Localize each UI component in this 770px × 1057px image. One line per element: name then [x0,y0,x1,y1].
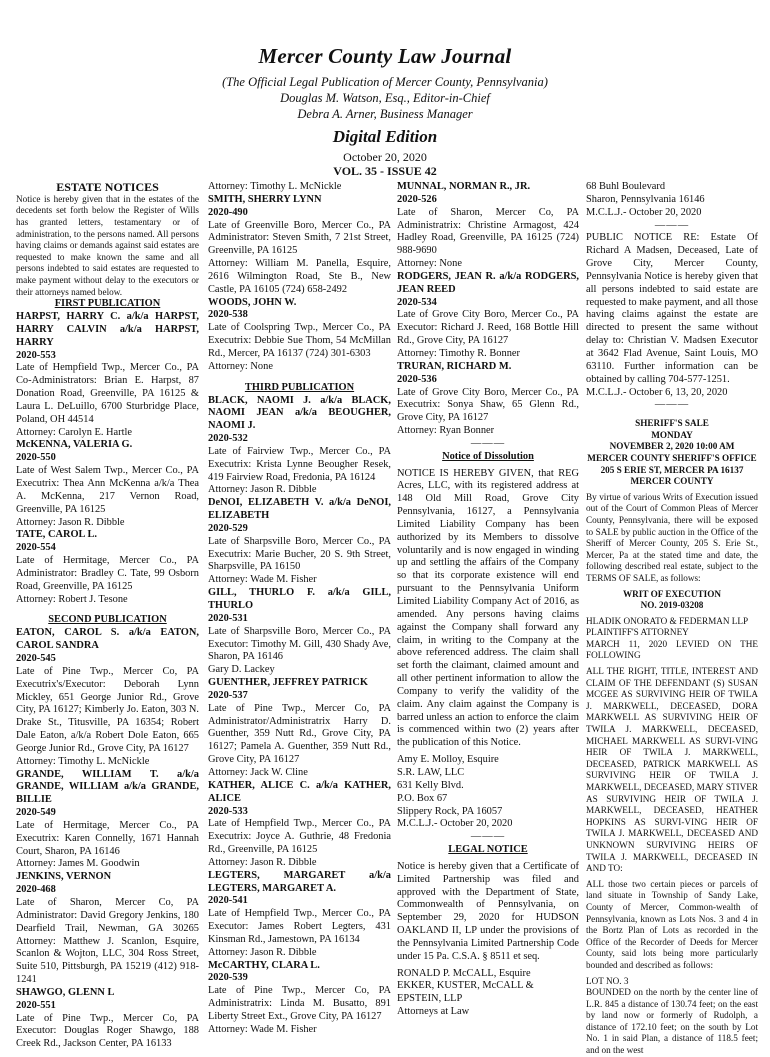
estate-attorney: Attorney: Jason R. Dibble [208,856,317,868]
signature-line: S.R. LAW, LLC [397,766,465,778]
publication-date: M.C.L.J.- October 6, 13, 20, 2020 [586,386,728,398]
estate-number: 2020-537 [208,689,248,701]
journal-title: Mercer County Law Journal [258,44,512,68]
editor-line: Douglas M. Watson, Esq., Editor-in-Chief [280,91,490,105]
separator: ——— [470,831,506,843]
estate-name: KATHER, ALICE C. a/k/a KATHER, ALICE [208,779,391,804]
estate-name: SMITH, SHERRY LYNN [208,193,322,205]
estate-intro: Notice is hereby given that in the estates of the decedents set forth below the Register of Wills has granted letters, testamentary or of administration, to the persons named. All persons having claims or demands against said estates are requested to make known the same and all persons indebted to said estates are requested to make payment without delay to the executors or their attorneys named below. [16,193,199,297]
estate-number: 2020-533 [208,805,248,817]
estate-attorney: Gary D. Lackey [208,664,275,676]
third-publication-heading: THIRD PUBLICATION [244,381,355,393]
estate-body: Late of Hermitage, Mercer Co., PA Executrix: Karen Connelly, 1671 Hannah Court, Sharon, PA 16146 [16,819,199,857]
estate-name: HARPST, HARRY C. a/k/a HARPST, HARRY CALVIN a/k/a HARPST, HARRY [16,311,199,348]
signature-line: P.O. Box 67 [397,792,448,804]
estate-number: 2020-549 [16,807,56,819]
estate-body: Late of Pine Twp., Mercer Co, PA Administratrix: Linda M. Busatto, 891 Liberty Street Ext., Grove City, PA 16127 [208,985,391,1022]
estate-name: LEGTERS, MARGARET a/k/a LEGTERS, MARGARET A. [208,869,391,894]
writ-heading: WRIT OF EXECUTION [622,588,722,599]
writ-firm-role: PLAINTIFF'S ATTORNEY [586,627,689,638]
signature-line: Attorneys at Law [397,1006,470,1018]
estate-body: Late of Hempfield Twp., Mercer Co., PA Co-Administrators: Brian E. Harpst, 87 Donation Road, Greenville, PA 16125 & Laura L. DeLuillo, 6700 Sturbridge Place, Poland, OH 44514 [16,362,199,425]
estate-name: DeNOI, ELIZABETH V. a/k/a DeNOI, ELIZABETH [208,497,391,522]
estate-attorney: Attorney: Robert J. Tesone [16,593,128,605]
journal-subtitle: (The Official Legal Publication of Mercer County, Pennsylvania) [222,75,548,89]
estate-attorney: Attorney: Timothy L. McNickle [16,755,150,767]
separator: ——— [470,437,506,449]
estate-body: Late of Grove City Boro, Mercer Co., PA Executor: Richard J. Reed, 168 Bottle Hill Rd., Grove City, PA 16127 [397,309,579,347]
estate-name: GUENTHER, JEFFREY PATRICK [208,677,369,689]
sheriff-sale-county: MERCER COUNTY [630,476,714,487]
address-line: Sharon, Pennsylvania 16146 [586,193,705,205]
sheriff-sale-address: 205 S ERIE ST, MERCER PA 16137 [600,464,744,475]
lot-label: LOT NO. 3 [586,975,629,986]
estate-attorney: Attorney: Jason R. Dibble [16,516,125,528]
estate-name: GRANDE, WILLIAM T. a/k/a GRANDE, WILLIAM a/k/a GRANDE, BILLIE [16,768,199,806]
estate-number: 2020-541 [208,895,248,907]
estate-number: 2020-553 [16,349,56,361]
column-3 [397,181,579,1019]
estate-attorney: Attorney: William M. Panella, Esquire, 2616 Wilmington Road, Ste B., New Castle, PA 16105 (724) 658-2492 [208,258,391,295]
estate-name: TATE, CAROL L. [16,529,98,541]
estate-attorney: Attorney: Jason R. Dibble [208,484,317,496]
estate-name: MUNNAL, NORMAN R., JR. [397,181,531,192]
masthead [0,44,770,178]
dissolution-body: NOTICE IS HEREBY GIVEN, that REG Acres, LLC, with its registered address at 148 Old Mill Road, Grove City Pennsylvania, 16127, a Pennsylvania Limited Liability Company has been authorized by its Members to dissolve voluntarily and is now engaged in winding up and settling the affairs of the Company so that its corporate existence will end pursuant to the Pennsylvania Uniform Limited Liability Company Act of 2016, as amended. Any persons having claims against the Company shall forward any claim, in writing to the Company at the above referenced address. The claim shall set forth the claimant, claimed amount and all other pertinent information to allow the Company to verify the validity of the claim. Any claim against the Company is barred unless an action to enforce the claim is commenced within two (2) years after the publication of this Notice. [397,467,579,749]
estate-name: EATON, CAROL S. a/k/a EATON, CAROL SANDRA [16,627,199,652]
manager-line: Debra A. Arner, Business Manager [297,107,473,121]
estate-number: 2020-490 [208,206,248,218]
estate-number: 2020-545 [16,652,56,664]
estate-attorney: Attorney: Wade M. Fisher [208,574,317,586]
writ-number: NO. 2019-03208 [640,600,704,611]
sheriff-sale-heading: SHERIFF'S SALE [635,418,709,429]
estate-number: 2020-554 [16,542,56,554]
estate-attorney: Attorney: Timothy R. Bonner [397,347,520,359]
estate-name: WOODS, JOHN W. [208,296,297,308]
estate-attorney: Attorney: Carolyn E. Hartle [16,426,132,438]
parcel-body: ALL those two certain pieces or parcels of land situate in Township of Sandy Lake, County of Mercer, Common-wealth of Pennsylvania, known as Lots Nos. 3 and 4 in the Bortz Plan of Lots as recorded in the Office of the Recorder of Deeds for Mercer County, said lots being more particularly bounded and described as follows: [586,878,758,970]
estate-attorney: Attorney: None [397,258,462,270]
estate-name: JENKINS, VERNON [16,871,112,883]
estate-number: 2020-468 [16,884,56,896]
legal-notice-body: Notice is hereby given that a Certificate of Limited Partnership was filed and approved with the Department of State, Commonwealth of Pennsylvania, on September 29, 2020 for HUDSON OAKLAND II, LP under the provisions of the Pennsylvania Limited Partnership Code under 15 Pa. C.S.A. § 8511 et seq. [397,860,579,962]
estate-name: McKENNA, VALERIA G. [16,439,133,451]
estate-attorney: Attorney: James M. Goodwin [16,858,140,870]
signature-line: EKKER, KUSTER, McCALL & [397,980,534,992]
issue-volume: VOL. 35 - ISSUE 42 [333,164,437,178]
estate-number: 2020-531 [208,612,248,624]
estate-body: Late of Fairview Twp., Mercer Co., PA Executrix: Krista Lynne Beougher Resek, 419 Fairview Road, Fredonia, PA 16124 [208,445,391,483]
dissolution-heading: Notice of Dissolution [442,450,534,462]
publication-date: M.C.L.J.- October 20, 2020 [586,206,702,218]
issue-date: October 20, 2020 [343,150,427,164]
estate-notices-heading: ESTATE NOTICES [56,180,159,194]
signature-line: Slippery Rock, PA 16057 [397,805,503,817]
estate-attorney: Attorney: Timothy L. McNickle [208,181,342,192]
sheriff-sale-day: MONDAY [651,429,693,440]
estate-number: 2020-536 [397,373,437,385]
signature-line: M.C.L.J.- October 20, 2020 [397,818,513,830]
estate-name: BLACK, NAOMI J. a/k/a BLACK, NAOMI JEAN a/k/a BEOUGHER, NAOMI J. [208,394,391,432]
estate-number: 2020-539 [208,972,248,984]
column-2 [208,181,391,1035]
estate-body: Late of Sharon, Mercer Co, PA Administratrix: Christine Armagost, 424 Hadley Road, Greenville, PA 16125 (724) 988-9690 [397,206,579,257]
sheriff-sale-date: NOVEMBER 2, 2020 10:00 AM [609,441,735,452]
estate-name: GILL, THURLO F. a/k/a GILL, THURLO [208,587,391,611]
estate-body: Late of Hempfield Twp., Mercer Co., PA Executrix: Joyce A. Guthrie, 48 Fredonia Rd., Greenville, PA 16125 [208,818,391,856]
lot-body: BOUNDED on the north by the center line of L.R. 845 a distance of 130.74 feet; on the east by land now or formerly of Rudolph, a distance of 172.10 feet; on the south by Lot No. 1 in said Plan, a distance of 118.5 feet; and on the west [586,987,758,1056]
estate-attorney: Attorney: Jack W. Cline [208,766,308,778]
signature-line: RONALD P. McCALL, Esquire [397,967,531,979]
estate-number: 2020-532 [208,433,248,445]
signature-line: 631 Kelly Blvd. [397,779,464,791]
estate-name: RODGERS, JEAN R. a/k/a RODGERS, JEAN REED [397,270,579,295]
separator: ——— [654,219,690,231]
column-4 [586,181,758,1056]
estate-body: Late of Hempfield Twp., Mercer Co., PA Executor: James Robert Legters, 431 Kinsman Rd., Jamestown, PA 16134 [208,908,391,945]
writ-body: ALL THE RIGHT, TITLE, INTEREST AND CLAIM OF THE DEFENDANT (S) SUSAN MCGEE AS SURVIVING HEIR OF TWILA J. MARKWELL, DECEASED, DORA MARKWELL AS SURVIVING HEIR OF TWILA J. MARKWELL, DECEASED, MICHAEL MARKWELL AS SURVI-VING HEIR OF TWILA J. MARKWELL, DECEASED, PATRICK MARKWELL AS SURVIVING HEIR OF TWILA J. MARKWELL, DECEASED, MARY STIVER AS SURVIVING HEIR OF TWILA J. MARKWELL, DECEASED, HEATHER HOPKINS AS SURVI-VING HEIR OF TWILA J. MARKWELL, DECEASED AND UNKNOWN SURVIVING HEIRS OF TWILA J. MARKWELL, DECEASED IN AND TO: [586,666,758,874]
estate-number: 2020-538 [208,309,248,321]
estate-number: 2020-551 [16,999,56,1011]
legal-notice-heading: LEGAL NOTICE [448,844,528,856]
estate-name: McCARTHY, CLARA L. [208,959,320,971]
estate-attorney: Attorney: Jason R. Dibble [208,946,317,958]
signature-line: Amy E. Molloy, Esquire [397,754,499,766]
second-publication-heading: SECOND PUBLICATION [48,614,167,626]
estate-body: Late of Sharon, Mercer Co, PA Administrator: David Gregory Jenkins, 180 Dearfield Trail, Newman, GA 30265 Attorney: Matthew J. Scanlon, Esquire, Scanlon & Wojton, LLC, 304 Ross Street, Suite 510, Pittsburgh, PA 15219 (412) 918-1241 [16,897,199,986]
sheriff-sale-office: MERCER COUNTY SHERIFF'S OFFICE [587,452,757,463]
estate-body: Late of Grove City Boro, Mercer Co., PA Executrix: Sonya Shaw, 65 Glenn Rd., Grove City, PA 16127 [397,386,579,424]
estate-body: Late of Greenville Boro, Mercer Co., PA Administrator: Steven Smith, 7 21st Street, Greenville, PA 16125 [208,219,391,257]
estate-name: TRURAN, RICHARD M. [397,360,512,372]
estate-body: Late of Coolspring Twp., Mercer Co., PA Executrix: Debbie Sue Thom, 54 McMillan Rd., Mercer, PA 16137 (724) 301-6303 [208,322,391,359]
estate-number: 2020-526 [397,193,437,205]
writ-firm: HLADIK ONORATO & FEDERMAN LLP [586,615,749,626]
column-1 [16,180,199,1050]
estate-number: 2020-550 [16,452,56,464]
estate-number: 2020-534 [397,296,437,308]
estate-body: Late of Sharpsville Boro, Mercer Co., PA Executor: Timothy M. Gill, 430 Shady Ave, Sharon, PA 16146 [208,625,391,663]
estate-body: Late of West Salem Twp., Mercer Co., PA Executrix: Thea Ann McKenna a/k/a Thea A. McKenna, 217 Vernon Road, Greenville, PA 16125 [16,465,199,515]
estate-attorney: Attorney: Wade M. Fisher [208,1023,317,1035]
estate-body: Late of Pine Twp., Mercer Co, PA Executrix's/Executor: Deborah Lynn Mickley, 651 George Junior Rd., Grove City, PA 16127; Kimberly Jo. Eaton, 303 N. Drake St., Titusville, PA 16354; Robert Dale Eaton, a/k/a Robert Dole Eaton, 665 George Junior Rd., Grove City, PA 16127 [16,665,199,754]
estate-body: Late of Pine Twp., Mercer Co, PA Executor: Douglas Roger Shawgo, 188 Creek Rd., Jackson Center, PA 16133 [16,1012,199,1050]
edition-label: Digital Edition [332,127,438,146]
first-publication-heading: FIRST PUBLICATION [54,298,161,310]
estate-body: Late of Hermitage, Mercer Co., PA Administrator: Bradley C. Tate, 99 Osborn Road, Greenville, PA 16125 [16,555,199,592]
estate-body: Late of Sharpsville Boro, Mercer Co., PA Executrix: Marie Bucher, 20 S. 9th Street, Sharpsville, PA 16150 [208,535,391,573]
public-notice-body: PUBLIC NOTICE RE: Estate Of Richard A Madsen, Deceased, Late of Grove City, Mercer County, Pennsylvania Notice is hereby given that all persons indebted to said estate are requested to make payment, and all those having claims against the estate are directed to present the same without delay to: Christian V. Madsen Executor at 3642 Flad Avenue, Saint Louis, MO 63110. Further information can be obtained by calling 704-577-1251. [586,232,758,385]
sheriff-sale-body: By virtue of various Writs of Execution issued out of the Court of Common Pleas of Mercer County, Pennsylvania, there will be exposed to SALE by public auction in the Office of the Sheriff of Mercer County, 205 S. Erie St., Mercer, Pa at the stated time and date, the following described real estate, subject to the TERMS OF SALE, as follows: [586,491,758,583]
signature-line: EPSTEIN, LLP [397,993,463,1005]
estate-number: 2020-529 [208,522,248,534]
estate-attorney: Attorney: Ryan Bonner [397,425,495,437]
estate-name: SHAWGO, GLENN L [16,986,115,998]
estate-attorney: Attorney: None [208,360,273,372]
estate-body: Late of Pine Twp., Mercer Co, PA Administrator/Administratrix Harry D. Guenther, 359 Nutt Rd., Grove City, PA 16127; Pamela A. Guenther, 359 Nutt Rd., Grove City, PA 16127 [208,702,391,766]
writ-levied: MARCH 11, 2020 LEVIED ON THE FOLLOWING [586,638,758,661]
address-line: 68 Buhl Boulevard [586,181,666,192]
separator: ——— [654,399,690,411]
